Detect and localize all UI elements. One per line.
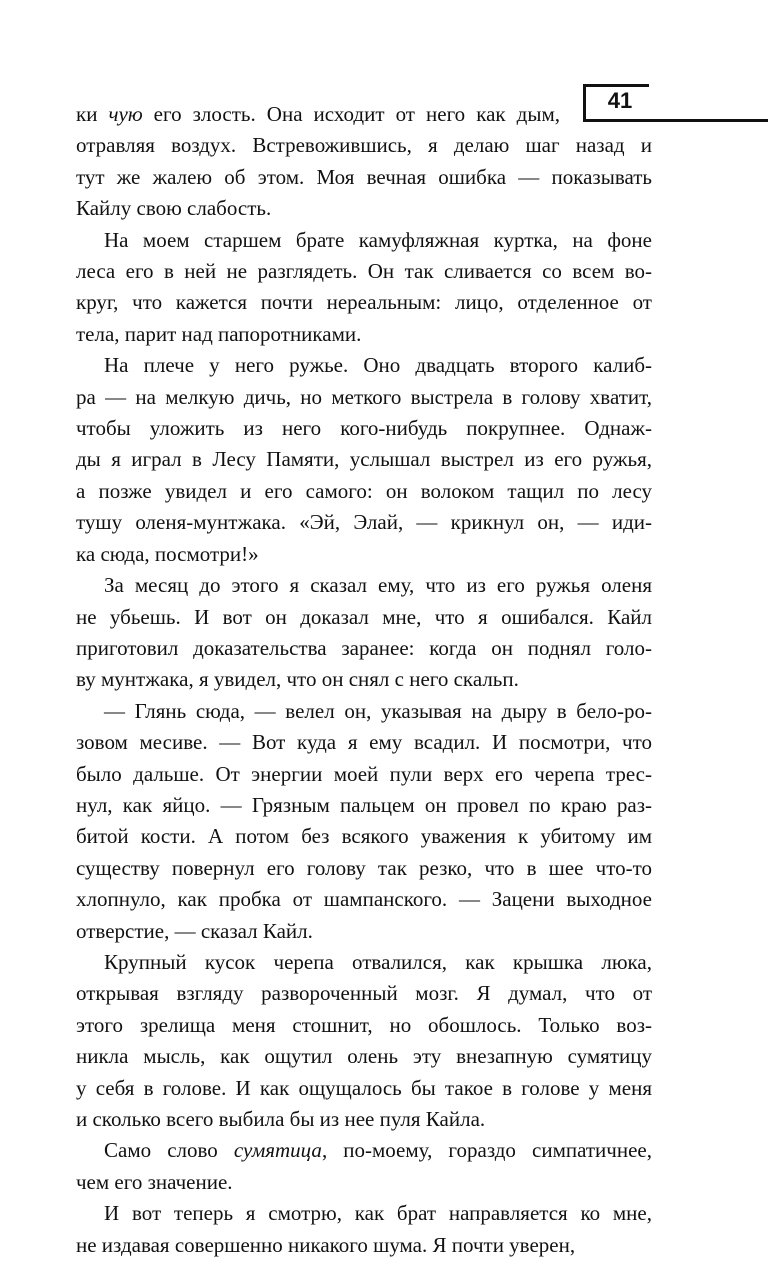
text-line <box>76 382 652 413</box>
paragraph <box>76 696 652 947</box>
text-run: И вот теперь я смотрю, как брат направляется ко мне, <box>104 1201 652 1226</box>
text-line <box>76 790 652 821</box>
text-line <box>76 162 652 193</box>
text-run: чтобы уложить из него кого-нибудь покрупнее. Однаж- <box>76 416 652 441</box>
text-run: у себя в голове. И как ощущалось бы такое в голове у меня <box>76 1075 652 1100</box>
text-run: На плече у него ружье. Оно двадцать второго калиб- <box>104 353 652 378</box>
text-run: , по-моему, гораздо симпатичнее, <box>321 1138 652 1163</box>
text-line <box>76 476 652 507</box>
text-run: круг, что кажется почти нереальным: лицо, отделенное от <box>76 290 652 315</box>
paragraph <box>76 350 652 570</box>
text-run: и сколько всего выбила бы из нее пуля Кайла. <box>76 1107 486 1131</box>
text-run: ву мунтжака, я увидел, что он снял с него скальп. <box>76 667 519 692</box>
text-line <box>76 633 652 664</box>
text-run: не убьешь. И вот он доказал мне, что я ошибался. Кайл <box>76 604 652 629</box>
text-run: чем его значение. <box>76 1169 233 1194</box>
text-run: открывая взгляду развороченный мозг. Я думал, что от <box>76 981 652 1006</box>
text-line <box>76 1073 652 1104</box>
text-line <box>76 1230 652 1261</box>
text-line <box>76 602 652 633</box>
text-line <box>76 413 652 444</box>
text-run: Само слово <box>104 1138 234 1163</box>
text-run: отравляя воздух. Встревожившись, я делаю шаг назад и <box>76 133 652 158</box>
text-run: существу повернул его голову так резко, что в шее что-то <box>76 855 652 880</box>
text-run: битой кости. А потом без всякого уважения к убитому им <box>76 824 652 849</box>
emphasized-word: чую <box>108 102 143 126</box>
text-run: На моем старшем брате камуфляжная куртка, на фоне <box>104 227 652 252</box>
text-line <box>76 664 652 695</box>
text-line <box>76 539 652 570</box>
text-line <box>76 225 652 256</box>
text-line <box>76 287 652 318</box>
paragraph <box>76 99 652 225</box>
text-line <box>76 1041 652 1072</box>
text-run: зовом месиве. — Вот куда я ему всадил. И посмотри, что <box>76 730 652 755</box>
paragraph <box>76 570 652 696</box>
paragraph <box>76 947 652 1135</box>
text-line <box>76 916 652 947</box>
text-line <box>76 947 652 978</box>
text-run: За месяц до этого я сказал ему, что из его ружья оленя <box>104 573 652 598</box>
text-line <box>76 1167 652 1198</box>
body-text <box>76 99 652 1261</box>
text-run: — Глянь сюда, — велел он, указывая на дыру в бело-ро- <box>104 698 652 723</box>
text-line <box>76 130 652 161</box>
text-run: было дальше. От энергии моей пули верх его черепа трес- <box>76 761 652 786</box>
text-line <box>76 570 652 601</box>
text-line <box>76 727 652 758</box>
text-run: приготовил доказательства заранее: когда он поднял голо- <box>76 635 652 660</box>
text-line <box>76 507 652 538</box>
text-line <box>76 1135 652 1166</box>
text-run: ка сюда, посмотри!» <box>76 541 259 566</box>
text-run: тела, парит над папоротниками. <box>76 321 362 346</box>
text-line <box>76 853 652 884</box>
paragraph <box>76 1135 652 1198</box>
text-line <box>76 444 652 475</box>
emphasized-word: сумятица <box>233 1138 322 1163</box>
text-line <box>76 696 652 727</box>
text-line <box>76 821 652 852</box>
text-line <box>76 1010 652 1041</box>
text-line <box>76 978 652 1009</box>
paragraph <box>76 225 652 351</box>
page-number: 41 <box>607 88 633 113</box>
text-line <box>76 319 652 350</box>
text-run: ды я играл в Лесу Памяти, услышал выстрел из его ружья, <box>76 447 652 472</box>
text-line <box>76 884 652 915</box>
text-line <box>76 99 560 130</box>
paragraph <box>76 1198 652 1261</box>
text-run: хлопнуло, как пробка от шампанского. — Зацени выходное <box>76 887 652 912</box>
text-run: никла мысль, как ощутил олень эту внезапную сумятицу <box>76 1044 652 1069</box>
text-line <box>76 1198 652 1229</box>
text-run: леса его в ней не разглядеть. Он так сливается со всем во- <box>76 259 652 284</box>
text-run: Кайлу свою слабость. <box>76 196 272 221</box>
text-line <box>76 759 652 790</box>
text-run: отверстие, — сказал Кайл. <box>76 918 313 943</box>
text-run: не издавая совершенно никакого шума. Я почти уверен, <box>76 1232 576 1257</box>
text-line <box>76 350 652 381</box>
text-run: тут же жалею об этом. Моя вечная ошибка — показывать <box>76 164 652 189</box>
text-run: тушу оленя-мунтжака. «Эй, Элай, — крикнул он, — иди- <box>76 510 652 535</box>
text-run: ра — на мелкую дичь, но меткого выстрела в голову хватит, <box>76 384 652 409</box>
text-run: нул, как яйцо. — Грязным пальцем он провел по краю раз- <box>76 792 652 817</box>
text-line <box>76 193 652 224</box>
text-run: ки <box>76 102 109 126</box>
text-run: его злость. Она исходит от него как дым, <box>142 102 560 126</box>
text-run: Крупный кусок черепа отвалился, как крышка люка, <box>104 949 652 974</box>
text-line <box>76 256 652 287</box>
text-line <box>76 1104 652 1135</box>
text-run: этого зрелища меня стошнит, но обошлось. Только воз- <box>76 1012 652 1037</box>
text-run: а позже увидел и его самого: он волоком тащил по лесу <box>76 478 652 503</box>
